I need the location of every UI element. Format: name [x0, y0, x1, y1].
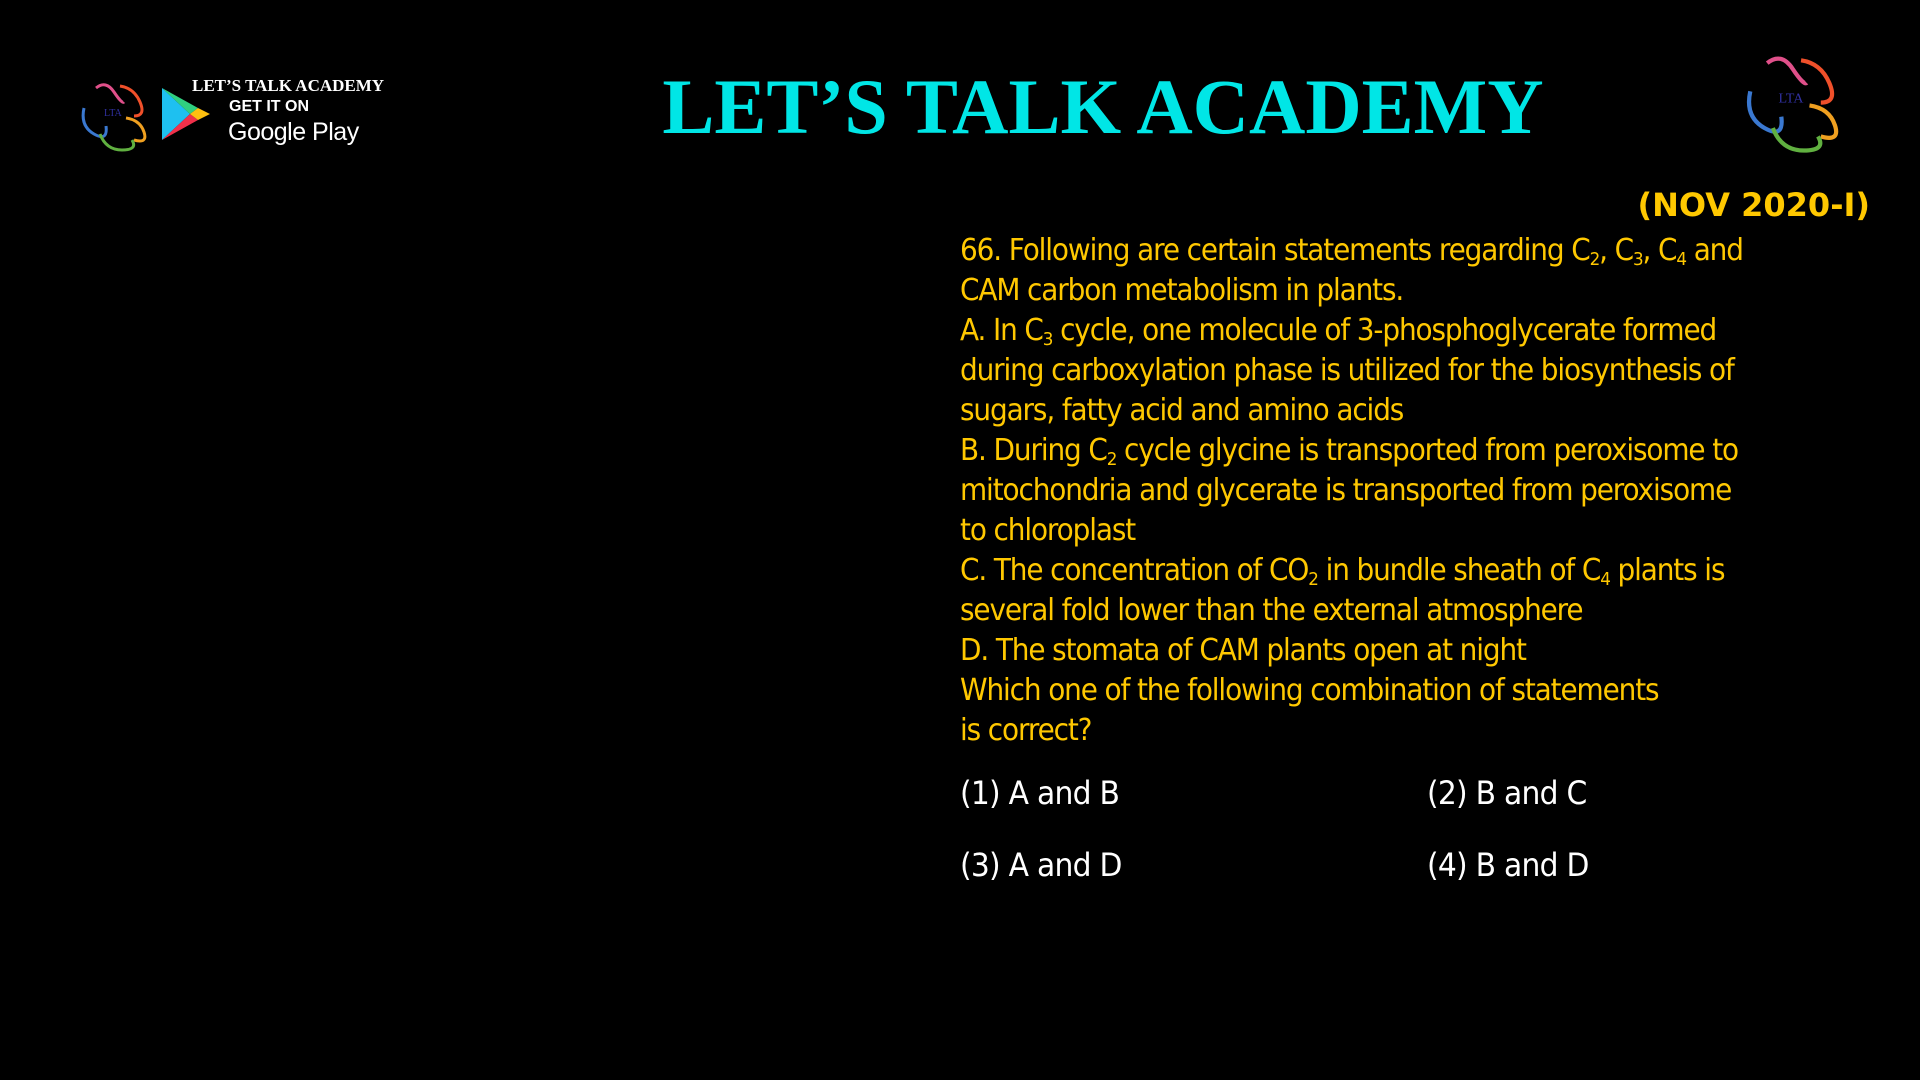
question-line — [960, 351, 1743, 391]
text-segment: , C — [1642, 233, 1677, 268]
question-line — [960, 591, 1743, 631]
subscript: 2 — [1589, 249, 1600, 270]
text-segment: CAM carbon metabolism in plants. — [960, 273, 1404, 308]
svg-text:LTA: LTA — [104, 108, 122, 119]
text-segment: D. The stomata of CAM plants open at night — [960, 633, 1526, 668]
exam-tag: (NOV 2020-I) — [1637, 186, 1870, 224]
subscript: 3 — [1632, 249, 1643, 270]
option-4[interactable]: (4) B and D — [1427, 846, 1589, 884]
question-line — [960, 431, 1743, 471]
text-segment: to chloroplast — [960, 513, 1136, 548]
question-line — [960, 471, 1743, 511]
question-line — [960, 551, 1743, 591]
badge-google-play[interactable]: Google Play — [228, 118, 359, 146]
text-segment: and — [1685, 233, 1743, 268]
text-segment: Which one of the following combination of statements — [960, 673, 1659, 708]
question-line — [960, 511, 1743, 551]
question-line — [960, 711, 1743, 751]
option-2[interactable]: (2) B and C — [1427, 774, 1587, 812]
text-segment: several fold lower than the external atmosphere — [960, 593, 1583, 628]
logo-text: LTA — [1778, 90, 1804, 107]
question-line — [960, 631, 1743, 671]
text-segment: B. During C — [960, 433, 1107, 468]
badge-get-it-on: GET IT ON — [229, 98, 309, 115]
page-title: LET’S TALK ACADEMY — [662, 63, 1544, 150]
question-line — [960, 271, 1743, 311]
subscript: 4 — [1676, 249, 1686, 270]
question-line — [960, 391, 1743, 431]
text-segment: C. The concentration of CO — [960, 553, 1309, 588]
text-segment: cycle glycine is transported from peroxisome to — [1116, 433, 1738, 468]
question-line — [960, 671, 1743, 711]
lta-molecule-logo-right — [1739, 49, 1849, 159]
text-segment: sugars, fatty acid and amino acids — [960, 393, 1404, 428]
question-line — [960, 231, 1743, 271]
text-segment: plants is — [1609, 553, 1725, 588]
question-text — [960, 231, 1743, 751]
text-segment: in bundle sheath of C — [1317, 553, 1601, 588]
option-1[interactable]: (1) A and B — [960, 774, 1120, 812]
subscript: 2 — [1106, 449, 1117, 470]
text-segment: , C — [1599, 233, 1633, 268]
text-segment: during carboxylation phase is utilized for the biosynthesis of — [960, 353, 1734, 388]
question-line — [960, 311, 1743, 351]
text-segment: is correct? — [960, 713, 1092, 748]
subscript: 2 — [1308, 569, 1318, 590]
option-3[interactable]: (3) A and D — [960, 846, 1122, 884]
text-segment: cycle, one molecule of 3-phosphoglycerate formed — [1052, 313, 1717, 348]
badge-brand-text: LET’S TALK ACADEMY — [192, 76, 385, 95]
text-segment: mitochondria and glycerate is transported from peroxisome — [960, 473, 1732, 508]
subscript: 3 — [1042, 329, 1053, 350]
subscript: 4 — [1600, 569, 1610, 590]
text-segment: A. In C — [960, 313, 1043, 348]
text-segment: 66. Following are certain statements regarding C — [960, 233, 1590, 268]
